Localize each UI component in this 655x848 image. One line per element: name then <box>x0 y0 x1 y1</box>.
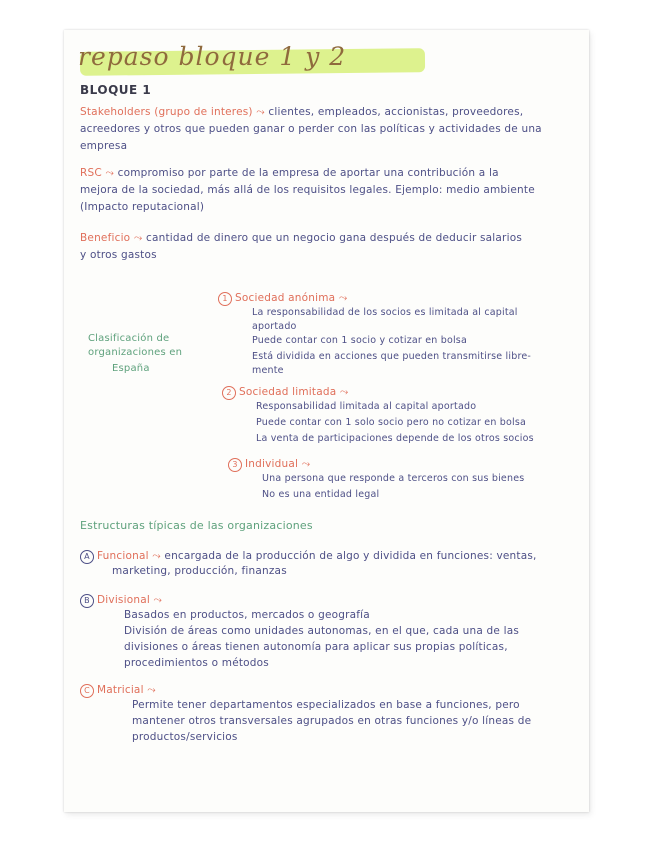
letter-circle-icon: B <box>80 594 94 608</box>
arrow-icon: ⤳ <box>153 594 163 606</box>
clasificacion-label-2: organizaciones en <box>88 347 183 358</box>
sociedad-anonima-heading <box>218 292 347 306</box>
stakeholders-text-1: clientes, empleados, accionistas, proveedores, <box>268 106 524 118</box>
clasificacion-label-1: Clasificación de <box>88 333 170 344</box>
individual-term: Individual <box>245 458 299 470</box>
individual-heading <box>228 458 310 472</box>
funcional-term: Funcional <box>97 550 149 562</box>
sociedad-limitada-line-1: Responsabilidad limitada al capital aportado <box>256 401 477 412</box>
section-heading-bloque: BLOQUE 1 <box>80 83 152 97</box>
matricial-line-2: mantener otros transversales agrupados en otras funciones y/o líneas de <box>132 715 532 727</box>
sociedad-limitada-term: Sociedad limitada <box>239 386 337 398</box>
divisional-line-2: División de áreas como unidades autonomas, en el que, cada una de las <box>124 625 520 637</box>
funcional-text-2: marketing, producción, finanzas <box>112 565 287 577</box>
stakeholders-term: Stakeholders (grupo de interes) <box>80 106 253 118</box>
rsc-line-1 <box>80 168 499 179</box>
stakeholders-line-1 <box>80 107 523 118</box>
funcional-text-1: encargada de la producción de algo y dividida en funciones: ventas, <box>164 550 537 562</box>
letter-circle-icon: C <box>80 684 94 698</box>
arrow-icon: ⤳ <box>338 292 348 304</box>
divisional-line-3: divisiones o áreas tienen autonomía para aplicar sus propias políticas, <box>124 641 508 653</box>
sociedad-anonima-line-2: aportado <box>252 321 297 332</box>
arrow-icon: ⤳ <box>133 232 143 244</box>
divisional-term: Divisional <box>97 594 150 606</box>
stakeholders-text-3: empresa <box>80 140 128 152</box>
sociedad-anonima-line-3: Puede contar con 1 socio y cotizar en bolsa <box>252 335 467 346</box>
sociedad-limitada-heading <box>222 386 349 400</box>
divisional-heading <box>80 594 162 608</box>
arrow-icon: ⤳ <box>105 167 115 179</box>
sociedad-limitada-line-2: Puede contar con 1 solo socio pero no cotizar en bolsa <box>256 417 527 428</box>
funcional-line-1 <box>80 550 537 564</box>
arrow-icon: ⤳ <box>147 684 156 696</box>
clasificacion-label-3: España <box>112 363 150 374</box>
divisional-line-1: Basados en productos, mercados o geografía <box>124 609 370 621</box>
sociedad-anonima-term: Sociedad anónima <box>235 292 336 304</box>
sociedad-limitada-line-3: La venta de participaciones depende de los otros socios <box>256 433 534 444</box>
arrow-icon: ⤳ <box>339 386 349 398</box>
letter-circle-icon: A <box>80 550 94 564</box>
beneficio-text-2: y otros gastos <box>80 249 157 261</box>
rsc-text-2: mejora de la sociedad, más allá de los requisitos legales. Ejemplo: medio ambiente <box>80 184 535 196</box>
matricial-line-1: Permite tener departamentos especializados en base a funciones, pero <box>132 699 520 711</box>
individual-line-1: Una persona que responde a terceros con sus bienes <box>262 473 525 484</box>
divisional-line-4: procedimientos o métodos <box>124 657 269 669</box>
beneficio-term: Beneficio <box>80 232 131 244</box>
rsc-term: RSC <box>80 167 102 179</box>
arrow-icon: ⤳ <box>256 106 265 118</box>
individual-line-2: No es una entidad legal <box>262 489 380 500</box>
number-circle-icon: 3 <box>228 458 242 472</box>
estructuras-heading: Estructuras típicas de las organizaciones <box>80 519 313 532</box>
sociedad-anonima-line-4: Está dividida en acciones que pueden transmitirse libre- <box>252 351 532 362</box>
sociedad-anonima-line-5: mente <box>252 365 284 376</box>
beneficio-line-1 <box>80 233 522 244</box>
number-circle-icon: 2 <box>222 386 236 400</box>
arrow-icon: ⤳ <box>301 458 311 470</box>
stakeholders-text-2: acreedores y otros que pueden ganar o perder con las políticas y actividades de una <box>80 123 542 135</box>
beneficio-text-1: cantidad de dinero que un negocio gana después de deducir salarios <box>146 232 522 244</box>
number-circle-icon: 1 <box>218 292 232 306</box>
matricial-term: Matricial <box>97 684 144 696</box>
sociedad-anonima-line-1: La responsabilidad de los socios es limitada al capital <box>252 307 518 318</box>
rsc-text-1: compromiso por parte de la empresa de aportar una contribución a la <box>117 167 499 179</box>
matricial-heading <box>80 684 156 698</box>
rsc-text-3: (Impacto reputacional) <box>80 201 205 213</box>
page-title: repaso bloque 1 y 2 <box>78 42 347 71</box>
matricial-line-3: productos/servicios <box>132 731 238 743</box>
arrow-icon: ⤳ <box>152 550 161 562</box>
